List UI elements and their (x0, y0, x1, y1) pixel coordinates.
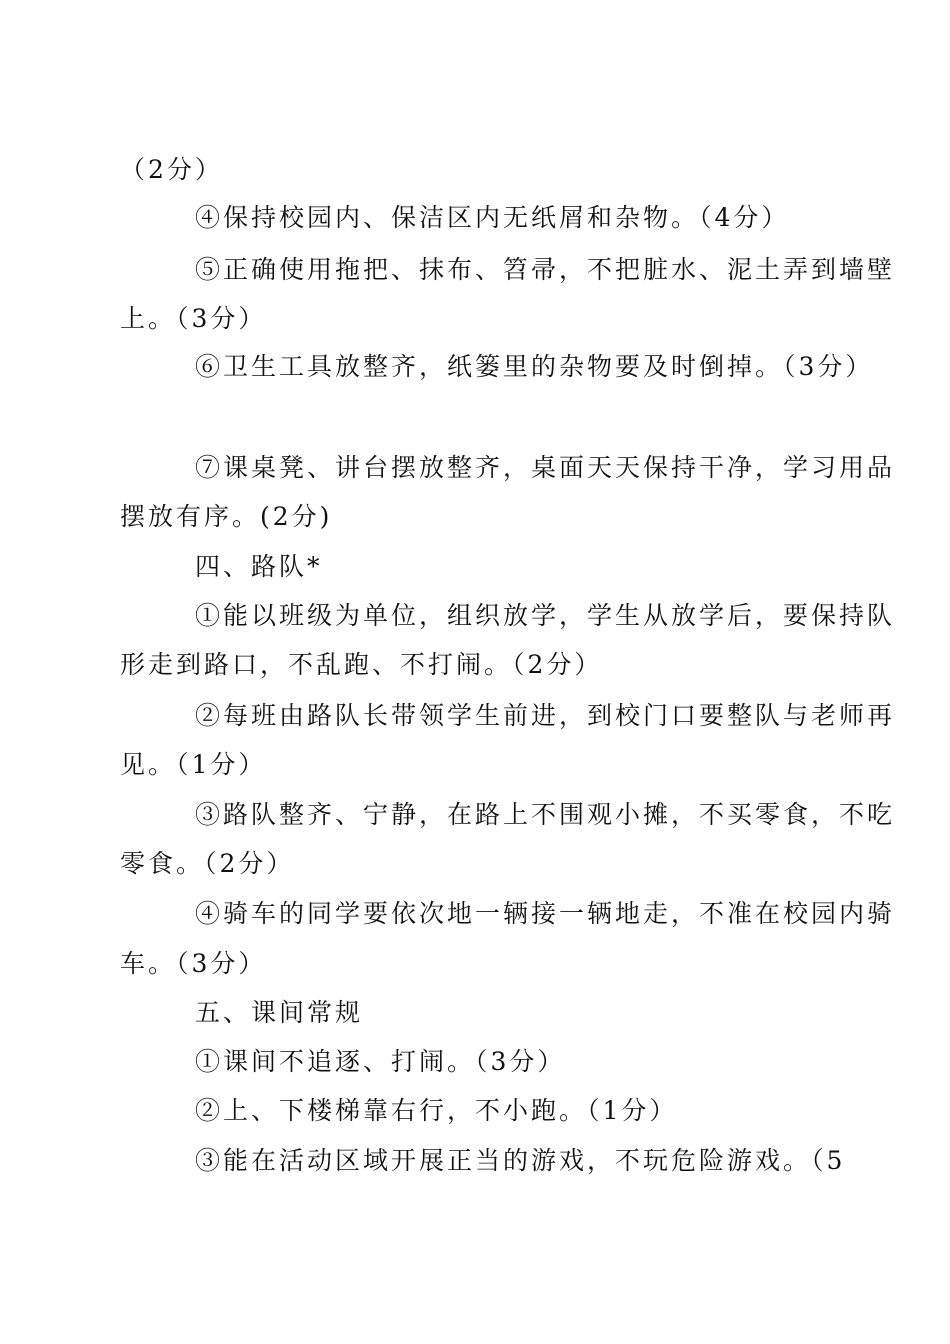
text-line: ②上、下楼梯靠右行，不小跑。（1分） (195, 1096, 678, 1125)
text-line: ⑥卫生工具放整齐，纸篓里的杂物要及时倒掉。（3分） (195, 352, 874, 381)
text-line: ①能以班级为单位，组织放学，学生从放学后，要保持队 (195, 601, 896, 630)
text-line: 上。（3分） (120, 304, 267, 333)
text-line: ⑦课桌凳、讲台摆放整齐，桌面天天保持干净，学习用品 (195, 453, 896, 482)
text-line: 形走到路口，不乱跑、不打闹。（2分） (120, 650, 603, 679)
text-line: ③路队整齐、宁静，在路上不围观小摊，不买零食，不吃 (195, 800, 896, 829)
text-line: ⑤正确使用拖把、抹布、笤帚，不把脏水、泥土弄到墙壁 (195, 255, 896, 284)
text-line: 零食。（2分） (120, 849, 295, 878)
text-line: ④保持校园内、保洁区内无纸屑和杂物。（4分） (195, 203, 790, 232)
text-line: ③能在活动区域开展正当的游戏，不玩危险游戏。（5 (195, 1146, 846, 1175)
text-line: ①课间不追逐、打闹。（3分） (195, 1047, 566, 1076)
text-line: （2分） (120, 155, 223, 184)
text-line: ②每班由路队长带领学生前进，到校门口要整队与老师再 (195, 701, 896, 730)
text-line: 车。（3分） (120, 949, 267, 978)
text-line: ④骑车的同学要依次地一辆接一辆地走，不准在校园内骑 (195, 899, 896, 928)
text-line: 摆放有序。(2分) (120, 502, 333, 531)
section-heading: 五、课间常规 (195, 998, 364, 1027)
text-line: 见。（1分） (120, 750, 267, 779)
section-heading: 四、路队* (195, 552, 323, 581)
